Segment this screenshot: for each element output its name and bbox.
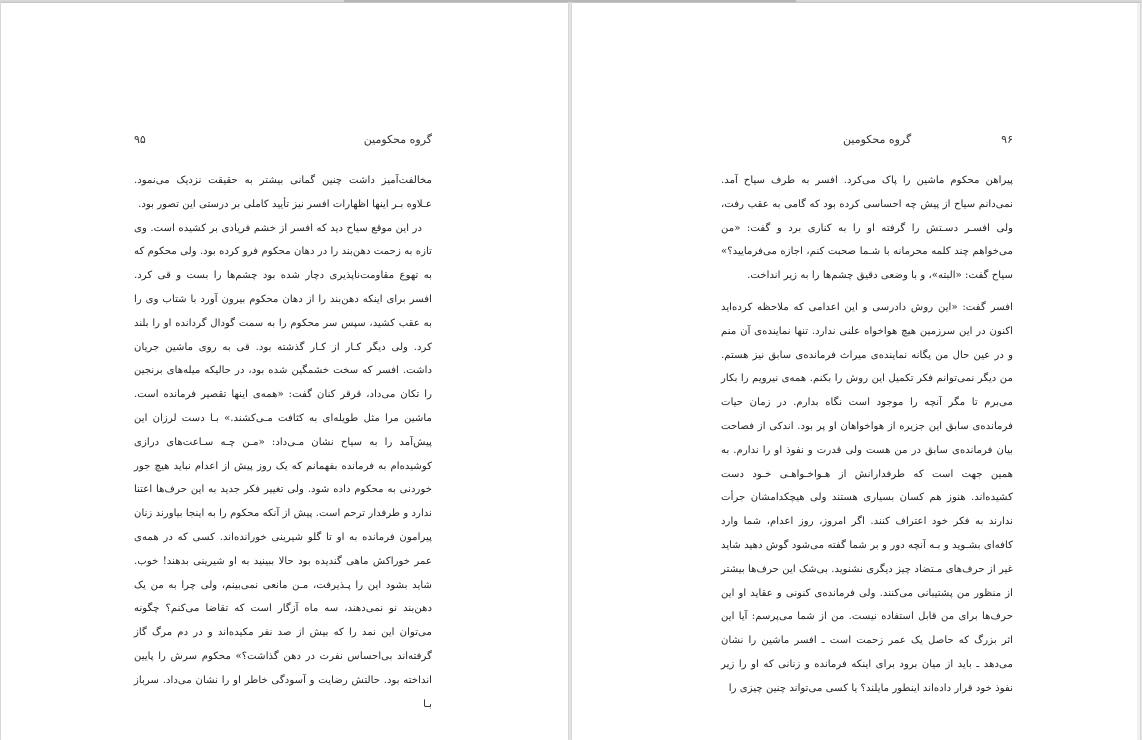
horizontal-scrollbar-thumb[interactable] [344,0,796,2]
page-95 [1,3,568,740]
body-text-column [134,169,432,716]
paragraph: پیراهن محکوم ماشین را پاک می‌کرد. افسر به طرف سیاح آمد. نمی‌دانم سیاح از پیش چه احساسی کرده بود که گامی به عقب رفت، ولی افسـر دسـتش را گرفته او را به کناری برد و گفت: «من می‌خواهم چند کلمه محرمانه با شـما صحبت کنم، اجازه می‌فرمایید؟» سیاح گفت: «البته»، و با وضعی دقیق چشم‌ها را به زیر انداخت. [721,175,1013,282]
page-header [721,129,1013,149]
vertical-scrollbar[interactable] [1137,3,1140,740]
page-number: ۹۶ [1001,132,1013,146]
page-header [134,129,432,149]
paragraph: افسر گفت: «این روش دادرسی و این اعدامی که ملاحظه کرده‌اید اکنون در این سرزمین هیچ هواخواه علنی ندارد. تنها نماینده‌ی آن منم و در عین حال من یگانه نماینده‌ی میراث فرمانده‌ی سابق نیز هستم. من دیگر نمی‌توانم فکر تکمیل این روش را بکنم. همه‌ی نیرویم را بکار می‌برم تا مگر آنچه را موجود است نگاه بدارم. در زمان حیات فرمانده‌ی سابق این جزیره از هواخواهان او پر بود. اندکی از فصاحت بیان فرمانده‌ی سابق در من هست ولی قدرت و نفوذ او را ندارم. به همین جهت است که طرفدارانش از هـواخـواهـی خـود دست کشیده‌اند. هنوز هم کسان بسیاری هستند ولی هیچکدامشان جرأت ندارند به فکر خود اعتراف کنند. اگر امروز، روز اعدام، شما وارد کافه‌ای بشـوید و بـه آنچه دور و بر شما گفته می‌شود گوش دهید شاید غیر از حرف‌های مـتضاد چیز دیگری نشنوید. بی‌شک این حرف‌ها بیشتر از منظور من پشتیبانی می‌کنند. ولی فرمانده‌ی کنونی و عقاید او این حرف‌ها برای من قابل استفاده نیست. من از شما می‌پرسم: آیا این اثر بزرگ که حاصل یک عمر زحمت است ـ افسر ماشین را نشان می‌دهد ـ باید از میان برود برای اینکه فرمانده و زنانی که او را زیر نفوذ خود قرار داده‌اند اینطور مایلند؟ یا کسی می‌تواند چنین چیزی را [721,301,1013,694]
page-number: ۹۵ [134,132,146,146]
paragraph: در این موقع سیاح دید که افسر از خشم فریادی بر کشیده است. وی تازه به زحمت دهن‌بند را در دهان محکوم فرو کرده بود. ولی محکوم که به تهوع مقاومت‌ناپذیری دچار شده بود چشم‌ها را بست و قی کرد. افسر برای اینکه دهن‌بند را از دهان محکوم بیرون آورد با شتاب وی را به عقب کشید، سپس سر محکوم را به سمت گودال گردانده او را بلند کرد. ولی دیگر کـار از کـار گذشته بود. قی به روی ماشین جریان داشت. افسر که سخت خشمگین شده بود، در حالیکه میله‌های برنجین را تکان می‌داد، قرقر کنان گفت: «همه‌ی اینها تقصیر فرمانده است. ماشین مرا مثل طویله‌ای به کثافت مـی‌کشند.» بـا دست لرزان این پیش‌آمد را به سیاح نشان مـی‌داد: «مـن چـه سـاعت‌های درازی کوشیده‌ام به فرمانده بفهمانم که یک روز پیش از اعدام نباید هیچ جور خوردنی به محکوم داده شود. ولی تغییر فکر جدید به این حرف‌ها اعتنا ندارد و طرفدار ترحم است. پیش از آنکه محکوم را به اینجا بیاورند زنان پیرامون فرمانده به او تا گلو شیرینی خورانده‌اند. کسی که در همه‌ی عمر خوراکش ماهی گندیده بود حالا ببینید به او شیرینی بدهند! خوب. شاید بشود این را پـذیرفت، مـن مانعی نمی‌بینم، ولی چرا به من یک دهن‌بند نو نمی‌دهند، سه ماه آزگار است که تقاضا می‌کنم؟ چگونه می‌توان این نمد را که بیش از صد نفر مکیده‌اند و در دم مرگ گاز گرفته‌اند بی‌احساس نفرت در دهن گذاشت؟» محکوم سرش را پایین انداخته بود. حالتش رضایت و آسودگی خاطر او را نشان می‌داد. سرباز بـا [134,222,432,710]
page-96 [572,3,1140,740]
running-title: گروه محکومین [363,132,432,146]
paragraph: مخالفت‌آمیز داشت چنین گمانی بیشتر به حقیقت نزدیک می‌نمود. عـلاوه بـر اینها اظهارات افسر نیز تأیید کاملی بر درستی این تصور بود. [134,175,432,210]
body-text-column [721,169,1013,701]
running-title: گروه محکومین [843,132,912,146]
